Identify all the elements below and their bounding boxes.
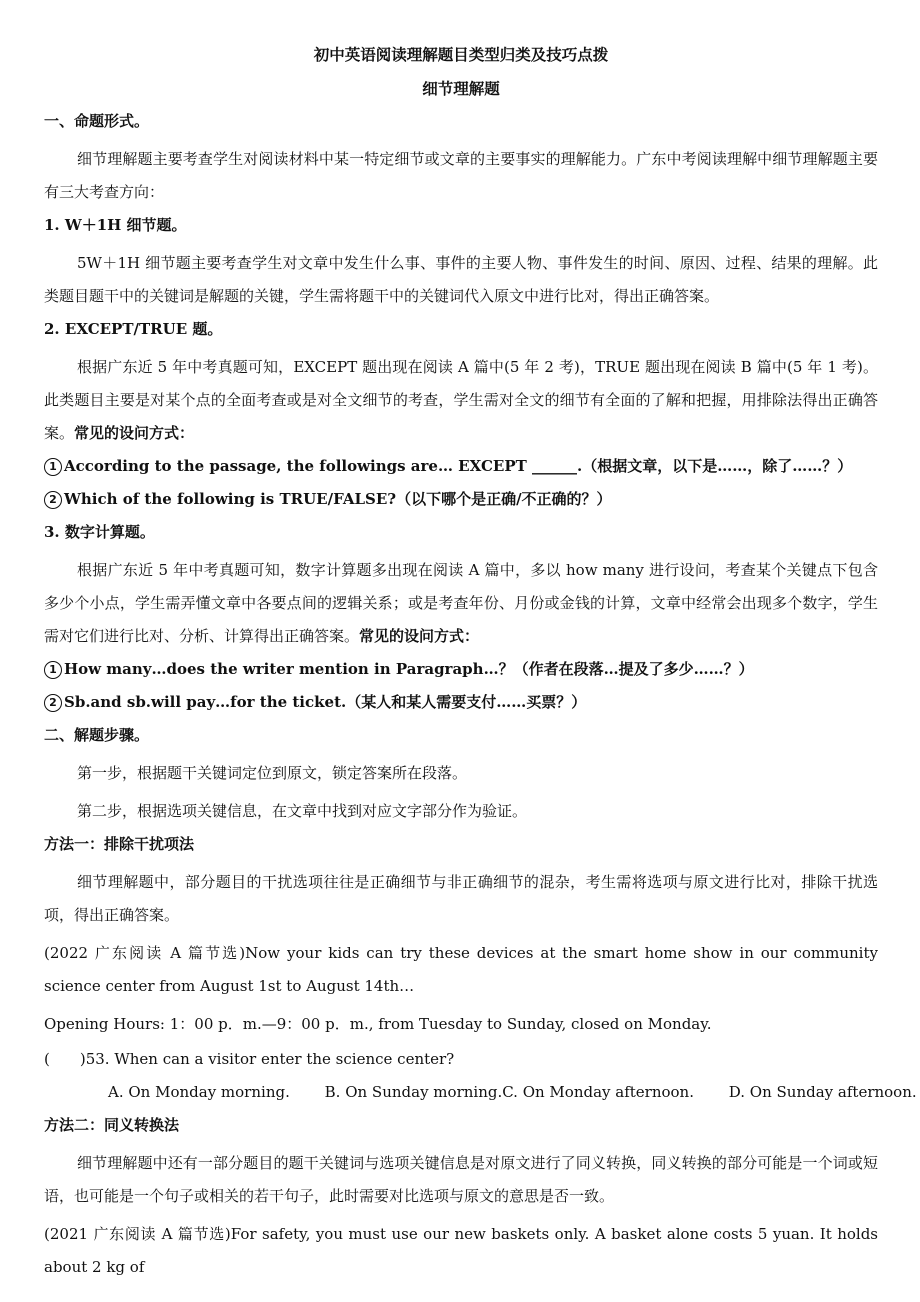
section-heading-steps: 二、解题步骤。 <box>44 726 150 744</box>
item2-question-2 <box>44 488 878 510</box>
option-b-c: B. On Sunday morning.C. On Monday afternoon. <box>324 1083 694 1101</box>
item2-paragraph <box>44 351 878 450</box>
item1-heading: 1. W＋1H 细节题。 <box>44 216 187 234</box>
item3-question-2-text: Sb.and sb.will pay…for the ticket.（某人和某人需要支付……买票？） <box>64 693 587 711</box>
method2-example: (2021 广东阅读 A 篇节选)For safety, you must use our new baskets only. A basket alone costs 5 yuan. It holds about 2 kg of <box>44 1225 878 1276</box>
question-53 <box>44 1043 878 1076</box>
method1-paragraph: 细节理解题中，部分题目的干扰选项往往是正确细节与非正确细节的混杂，考生需将选项与原文进行比对，排除干扰选项，得出正确答案。 <box>44 873 878 924</box>
item2-text: 根据广东近 5 年中考真题可知，EXCEPT 题出现在阅读 A 篇中(5 年 2 考)，TRUE 题出现在阅读 B 篇中(5 年 1 考)。此类题目主要是对某个点的全面考查或是对全文细节的考查，学生需对全文的细节有全面的了解和把握，用排除法得出正确答案。 <box>44 358 878 442</box>
method2-heading: 方法二：同义转换法 <box>44 1116 180 1134</box>
item2-question-2-text: Which of the following is TRUE/FALSE?（以下哪个是正确/不正确的？） <box>64 490 612 508</box>
item1-paragraph: 5W＋1H 细节题主要考查学生对文章中发生什么事、事件的主要人物、事件发生的时间、原因、过程、结果的理解。此类题目题干中的关键词是解题的关键，学生需将题干中的关键词代入原文中进行比对，得出正确答案。 <box>44 254 878 305</box>
item3-question-1 <box>44 658 878 680</box>
step-1: 第一步，根据题干关键词定位到原文，锁定答案所在段落。 <box>77 764 468 782</box>
item2-question-1-text: According to the passage, the followings are… EXCEPT ______.（根据文章，以下是……，除了……？） <box>64 457 853 475</box>
section-heading-format: 一、命题形式。 <box>44 112 150 130</box>
question-53-text: 53. When can a visitor enter the science center? <box>85 1050 455 1068</box>
answer-paren-open: ( <box>44 1050 50 1068</box>
circled-number-icon: 1 <box>44 458 62 476</box>
circled-number-icon: 2 <box>44 491 62 509</box>
item3-heading: 3. 数字计算题。 <box>44 523 155 541</box>
document-subtitle: 细节理解题 <box>422 79 500 98</box>
option-a: A. On Monday morning. <box>108 1083 290 1101</box>
item2-question-1 <box>44 455 878 477</box>
item3-text: 根据广东近 5 年中考真题可知，数字计算题多出现在阅读 A 篇中，多以 how many 进行设问，考查某个关键点下包含多少个小点，学生需弄懂文章中各要点间的逻辑关系；或是考查年份、月份或金钱的计算，文章中经常会出现多个数字，学生需对它们进行比对、分析、计算得出正确答案。 <box>44 561 878 645</box>
circled-number-icon: 2 <box>44 694 62 712</box>
method1-example: (2022 广东阅读 A 篇节选)Now your kids can try these devices at the smart home show in our community science center from August 1st to August 14th… <box>44 944 878 995</box>
method2-paragraph: 细节理解题中还有一部分题目的题干关键词与选项关键信息是对原文进行了同义转换，同义转换的部分可能是一个词或短语，也可能是一个句子或相关的若干句子，此时需要对比选项与原文的意思是否一致。 <box>44 1154 878 1205</box>
document-title: 初中英语阅读理解题目类型归类及技巧点拨 <box>313 45 609 64</box>
method1-heading: 方法一：排除干扰项法 <box>44 835 195 853</box>
intro-paragraph: 细节理解题主要考查学生对阅读材料中某一特定细节或文章的主要事实的理解能力。广东中考阅读理解中细节理解题主要有三大考查方向： <box>44 150 878 201</box>
answer-paren-close: ) <box>79 1050 86 1068</box>
item2-ask-label: 常见的设问方式： <box>74 424 195 442</box>
option-d: D. On Sunday afternoon. <box>728 1083 917 1101</box>
item3-paragraph <box>44 554 878 653</box>
step-2: 第二步，根据选项关键信息，在文章中找到对应文字部分作为验证。 <box>77 802 528 820</box>
question-53-options <box>44 1078 917 1106</box>
item3-question-1-text: How many…does the writer mention in Paragraph…？（作者在段落…提及了多少……？） <box>64 660 754 678</box>
item3-ask-label: 常见的设问方式： <box>359 627 480 645</box>
item2-heading: 2. EXCEPT/TRUE 题。 <box>44 320 223 338</box>
circled-number-icon: 1 <box>44 661 62 679</box>
item3-question-2 <box>44 691 878 713</box>
opening-hours: Opening Hours: 1：00 p．m.—9：00 p．m., from Tuesday to Sunday, closed on Monday. <box>44 1015 712 1033</box>
